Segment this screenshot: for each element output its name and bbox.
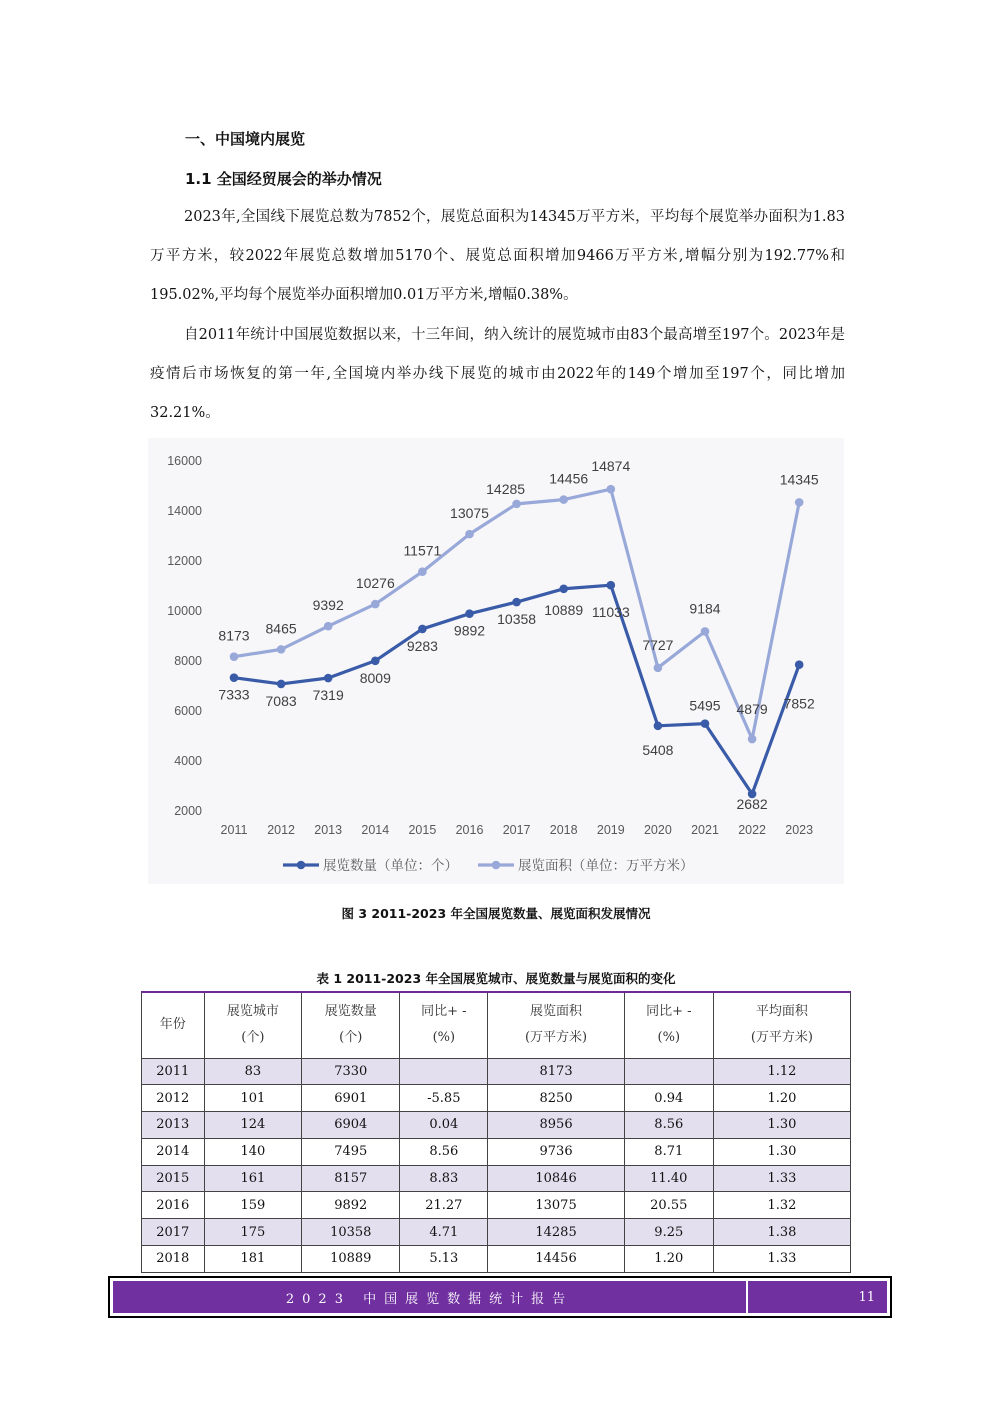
chart-svg bbox=[148, 438, 844, 884]
header-cell bbox=[142, 992, 205, 1058]
header-line: (个) bbox=[339, 1030, 363, 1046]
table-cell: 159 bbox=[204, 1192, 302, 1219]
data-table bbox=[141, 991, 851, 1273]
data-point-1 bbox=[701, 627, 710, 636]
y-tick-label: 12000 bbox=[167, 554, 202, 568]
y-tick-label: 6000 bbox=[174, 704, 202, 718]
table-cell: 181 bbox=[204, 1246, 302, 1273]
table-cell: 2013 bbox=[142, 1112, 205, 1139]
header-line: 平均面积 bbox=[755, 1004, 808, 1020]
data-point-1 bbox=[512, 500, 521, 509]
table-cell: 6901 bbox=[302, 1085, 400, 1112]
data-point-0 bbox=[559, 584, 568, 593]
table-cell: 8.83 bbox=[400, 1165, 488, 1192]
table-cell: 10846 bbox=[488, 1165, 624, 1192]
header-line: 展览面积 bbox=[530, 1004, 583, 1020]
data-label-0: 9892 bbox=[453, 622, 486, 639]
table-cell bbox=[400, 1058, 488, 1085]
table-cell: 8250 bbox=[488, 1085, 624, 1112]
data-point-0 bbox=[230, 673, 239, 682]
table-cell: 2012 bbox=[142, 1085, 205, 1112]
x-tick-label: 2013 bbox=[314, 823, 343, 837]
table-cell: 124 bbox=[204, 1112, 302, 1139]
table-cell: 2014 bbox=[142, 1138, 205, 1165]
header-line: (万平方米) bbox=[750, 1030, 813, 1046]
table-row bbox=[142, 1085, 851, 1112]
header-cell bbox=[400, 992, 488, 1058]
table-cell: 5.13 bbox=[400, 1246, 488, 1273]
data-point-1 bbox=[795, 498, 804, 507]
data-point-0 bbox=[654, 722, 663, 731]
data-label-1: 10276 bbox=[355, 575, 395, 592]
table-row bbox=[142, 1192, 851, 1219]
table-cell: 1.20 bbox=[624, 1246, 713, 1273]
table-cell: 1.12 bbox=[713, 1058, 850, 1085]
table-cell: 9892 bbox=[302, 1192, 400, 1219]
page-number: 11 bbox=[858, 1289, 875, 1305]
y-tick-label: 4000 bbox=[174, 754, 202, 768]
x-tick-label: 2022 bbox=[738, 823, 767, 837]
table-cell: 2017 bbox=[142, 1219, 205, 1246]
table-cell: 1.30 bbox=[713, 1112, 850, 1139]
paragraph-2: 自2011年统计中国展览数据以来，十三年间，纳入统计的展览城市由83个最高增至197个。2023年是疫情后市场恢复的第一年,全国境内举办线下展览的城市由2022年的149个增加至197个，同比增加32.21%。 bbox=[150, 327, 845, 421]
table-cell: 14285 bbox=[488, 1219, 624, 1246]
data-label-1: 11571 bbox=[403, 542, 442, 559]
data-label-0: 10358 bbox=[497, 611, 537, 628]
data-label-1: 14285 bbox=[486, 480, 526, 497]
data-label-1: 9184 bbox=[689, 600, 721, 617]
table-row bbox=[142, 1219, 851, 1246]
y-tick-label: 16000 bbox=[167, 454, 202, 468]
data-label-0: 9283 bbox=[406, 637, 438, 654]
x-tick-label: 2014 bbox=[361, 823, 390, 837]
data-point-1 bbox=[324, 622, 333, 631]
data-point-0 bbox=[607, 581, 616, 590]
table-cell: 7330 bbox=[302, 1058, 400, 1085]
header-cell bbox=[713, 992, 850, 1058]
data-label-1: 13075 bbox=[450, 505, 489, 522]
legend-label-0: 展览数量（单位：个） bbox=[323, 858, 458, 874]
table-cell: 8956 bbox=[488, 1112, 624, 1139]
data-point-1 bbox=[230, 652, 239, 661]
data-point-1 bbox=[559, 495, 568, 504]
x-tick-label: 2023 bbox=[785, 823, 814, 837]
header-line: (%) bbox=[657, 1030, 681, 1046]
table-cell: 8.71 bbox=[624, 1138, 713, 1165]
table-body bbox=[142, 1058, 851, 1272]
table-row bbox=[142, 1246, 851, 1273]
x-tick-label: 2011 bbox=[220, 823, 248, 837]
table-cell: 161 bbox=[204, 1165, 302, 1192]
data-point-0 bbox=[371, 656, 380, 665]
table-row bbox=[142, 1138, 851, 1165]
legend-marker-0 bbox=[297, 861, 306, 870]
table-cell: 13075 bbox=[488, 1192, 624, 1219]
table-cell: 1.30 bbox=[713, 1138, 850, 1165]
data-point-1 bbox=[277, 645, 286, 654]
data-label-1: 14345 bbox=[779, 471, 819, 488]
table-cell: 8157 bbox=[302, 1165, 400, 1192]
legend-marker-1 bbox=[492, 861, 501, 870]
table-row bbox=[142, 1112, 851, 1139]
data-point-0 bbox=[418, 625, 427, 634]
table-row bbox=[142, 1058, 851, 1085]
table-cell: 11.40 bbox=[624, 1165, 713, 1192]
header-cell bbox=[302, 992, 400, 1058]
y-tick-label: 14000 bbox=[167, 504, 202, 518]
data-point-0 bbox=[324, 674, 333, 683]
y-tick-label: 8000 bbox=[174, 654, 202, 668]
table-cell: 175 bbox=[204, 1219, 302, 1246]
x-tick-label: 2020 bbox=[643, 823, 672, 837]
table-cell: 1.20 bbox=[713, 1085, 850, 1112]
y-tick-label: 2000 bbox=[174, 804, 202, 818]
data-point-0 bbox=[512, 598, 521, 607]
data-point-1 bbox=[607, 485, 616, 494]
header-line: (万平方米) bbox=[524, 1030, 588, 1046]
footer-title: 2023 中国展览数据统计报告 bbox=[113, 1281, 748, 1313]
header-line: 同比+ - bbox=[421, 1004, 467, 1020]
table-cell: 83 bbox=[204, 1058, 302, 1085]
data-point-0 bbox=[795, 660, 804, 669]
header-cell bbox=[624, 992, 713, 1058]
data-label-1: 9392 bbox=[312, 597, 344, 614]
data-label-1: 8173 bbox=[218, 627, 250, 644]
table-cell: 9.25 bbox=[624, 1219, 713, 1246]
figure-caption: 图 3 2011-2023 年全国展览数量、展览面积发展情况 bbox=[341, 906, 651, 921]
table-cell: -5.85 bbox=[400, 1085, 488, 1112]
x-tick-label: 2021 bbox=[691, 823, 719, 837]
table-cell: 2016 bbox=[142, 1192, 205, 1219]
table-cell bbox=[624, 1058, 713, 1085]
section-heading: 一、中国境内展览 bbox=[185, 130, 306, 148]
line-chart bbox=[148, 438, 844, 884]
data-label-0: 7083 bbox=[265, 692, 297, 709]
table-caption: 表 1 2011-2023 年全国展览城市、展览数量与展览面积的变化 bbox=[316, 971, 676, 986]
table-cell: 2018 bbox=[142, 1246, 205, 1273]
x-tick-label: 2018 bbox=[549, 823, 578, 837]
table-cell: 8.56 bbox=[400, 1138, 488, 1165]
table-cell: 6904 bbox=[302, 1112, 400, 1139]
legend-label-1: 展览面积（单位：万平方米） bbox=[518, 858, 694, 874]
data-label-0: 11033 bbox=[591, 604, 630, 621]
table-cell: 101 bbox=[204, 1085, 302, 1112]
table-header bbox=[142, 992, 851, 1058]
data-label-0: 8009 bbox=[359, 669, 391, 686]
y-tick-label: 10000 bbox=[167, 604, 202, 618]
table-cell: 1.33 bbox=[713, 1165, 850, 1192]
header-line: 年份 bbox=[159, 1017, 186, 1033]
data-point-1 bbox=[418, 567, 427, 576]
table-cell: 2011 bbox=[142, 1058, 205, 1085]
data-label-0: 10889 bbox=[544, 601, 584, 618]
table-cell: 0.94 bbox=[624, 1085, 713, 1112]
data-point-0 bbox=[465, 609, 474, 618]
data-label-1: 14456 bbox=[549, 470, 589, 487]
table-cell: 4.71 bbox=[400, 1219, 488, 1246]
table-cell: 7495 bbox=[302, 1138, 400, 1165]
header-line: (个) bbox=[241, 1030, 265, 1046]
data-label-0: 5495 bbox=[689, 697, 721, 714]
table-cell: 9736 bbox=[488, 1138, 624, 1165]
table-cell: 1.33 bbox=[713, 1246, 850, 1273]
table-cell: 20.55 bbox=[624, 1192, 713, 1219]
table-cell: 8173 bbox=[488, 1058, 624, 1085]
data-label-0: 2682 bbox=[736, 795, 768, 812]
data-point-1 bbox=[654, 664, 663, 673]
header-cell bbox=[204, 992, 302, 1058]
table-cell: 0.04 bbox=[400, 1112, 488, 1139]
header-line: 展览数量 bbox=[324, 1004, 377, 1020]
data-point-0 bbox=[701, 719, 710, 728]
table-cell: 8.56 bbox=[624, 1112, 713, 1139]
data-label-0: 7852 bbox=[783, 695, 815, 712]
table-cell: 1.32 bbox=[713, 1192, 850, 1219]
data-label-1: 7727 bbox=[642, 636, 674, 653]
data-point-1 bbox=[748, 735, 757, 744]
data-label-1: 8465 bbox=[265, 620, 297, 637]
data-label-0: 7333 bbox=[218, 686, 250, 703]
table-row bbox=[142, 1165, 851, 1192]
footer-banner bbox=[108, 1276, 892, 1318]
table-cell: 14456 bbox=[488, 1246, 624, 1273]
table-cell: 1.38 bbox=[713, 1219, 850, 1246]
data-label-0: 5408 bbox=[642, 741, 674, 758]
data-point-1 bbox=[371, 600, 380, 609]
table-cell: 21.27 bbox=[400, 1192, 488, 1219]
x-tick-label: 2016 bbox=[455, 823, 484, 837]
data-point-0 bbox=[277, 680, 286, 689]
table-cell: 10358 bbox=[302, 1219, 400, 1246]
header-line: (%) bbox=[432, 1030, 456, 1046]
subsection-heading: 1.1 全国经贸展会的举办情况 bbox=[185, 170, 382, 188]
paragraph-1: 2023年,全国线下展览总数为7852个，展览总面积为14345万平方米，平均每个展览举办面积为1.83万平方米，较2022年展览总数增加5170个、展览总面积增加9466万平方米,增幅分别为192.77%和195.02%,平均每个展览举办面积增加0.01万平方米,增幅0.38%。 bbox=[150, 209, 845, 303]
header-cell bbox=[488, 992, 624, 1058]
data-label-1: 14874 bbox=[591, 458, 631, 475]
data-label-0: 7319 bbox=[312, 687, 344, 704]
table-cell: 2015 bbox=[142, 1165, 205, 1192]
x-tick-label: 2019 bbox=[596, 823, 625, 837]
data-label-1: 4879 bbox=[736, 701, 768, 718]
table-cell: 140 bbox=[204, 1138, 302, 1165]
x-tick-label: 2017 bbox=[502, 823, 531, 837]
x-tick-label: 2012 bbox=[267, 823, 296, 837]
header-line: 展览城市 bbox=[226, 1004, 279, 1020]
table-cell: 10889 bbox=[302, 1246, 400, 1273]
x-tick-label: 2015 bbox=[408, 823, 437, 837]
data-point-1 bbox=[465, 530, 474, 539]
header-line: 同比+ - bbox=[646, 1004, 692, 1020]
